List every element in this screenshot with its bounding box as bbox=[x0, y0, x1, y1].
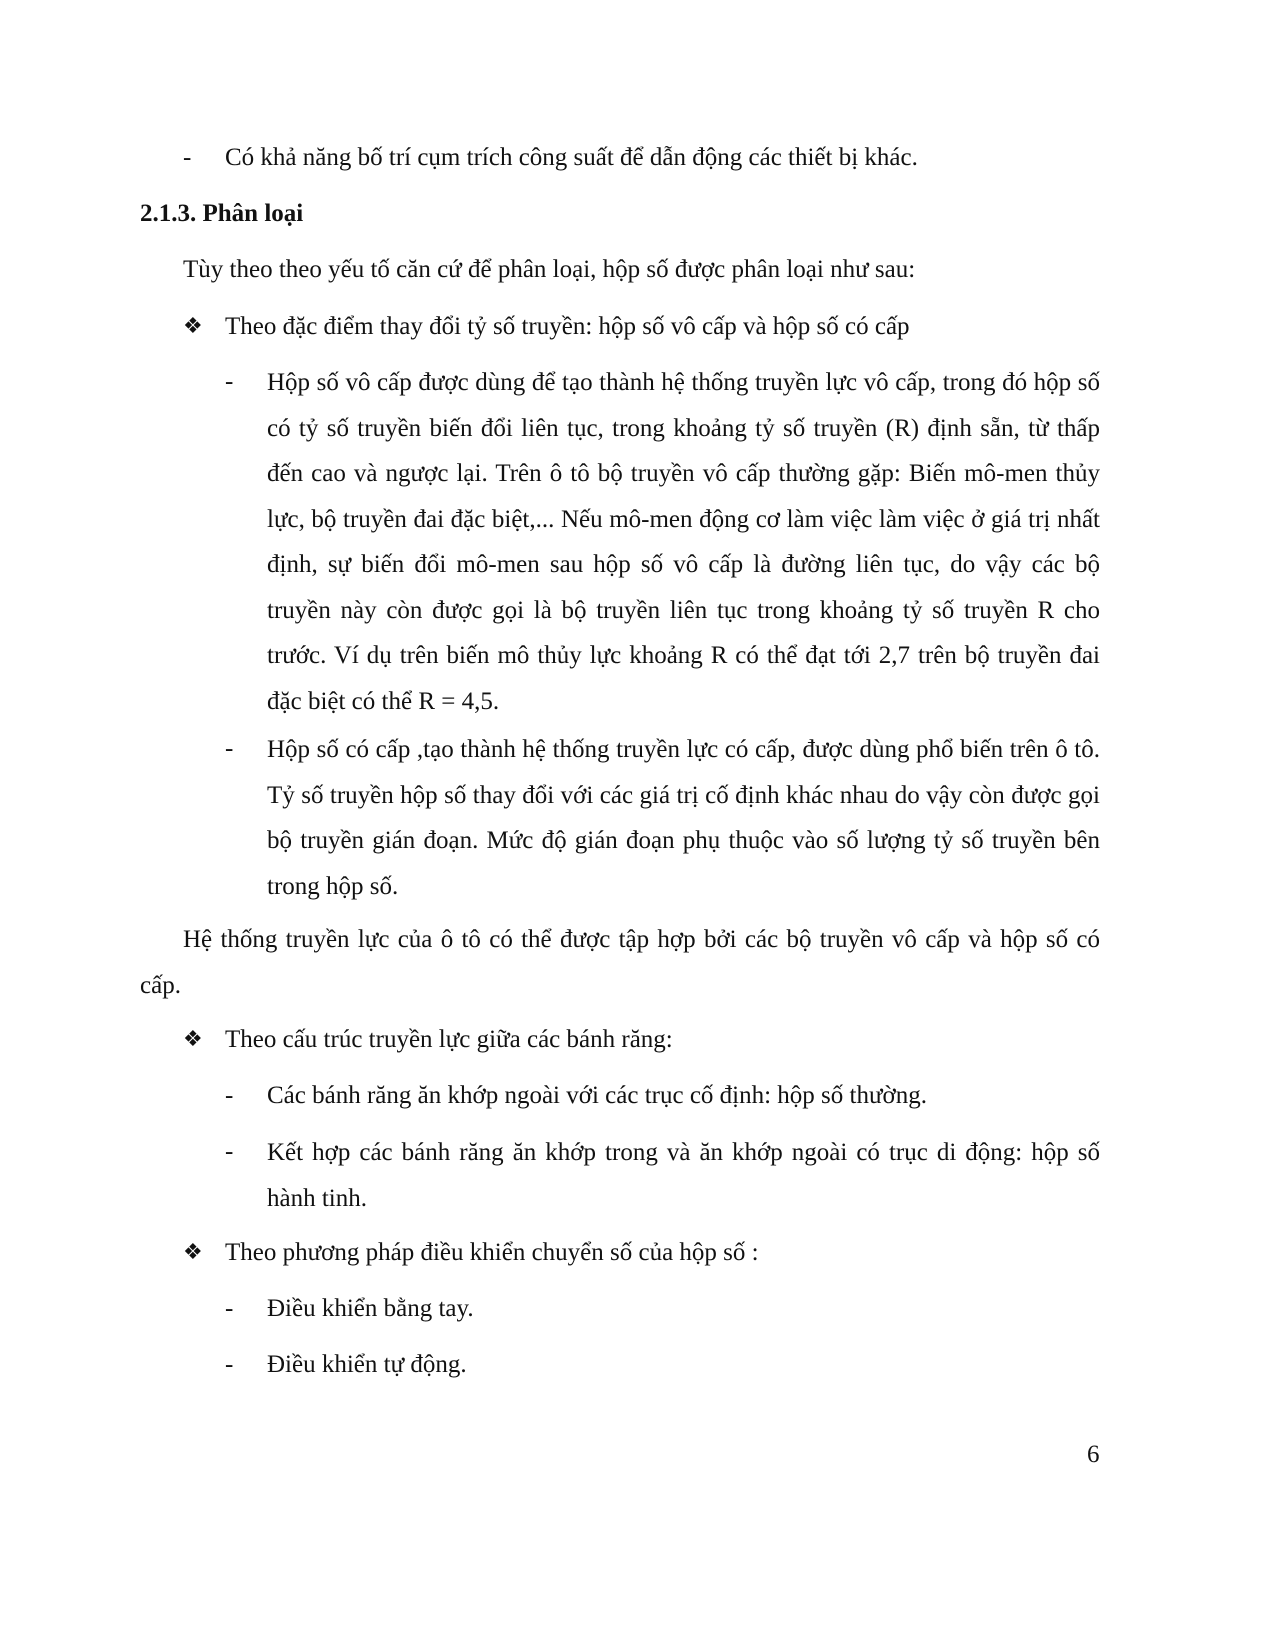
diamond-bullet-icon: ❖ bbox=[183, 314, 203, 339]
dash-marker: - bbox=[225, 1082, 234, 1109]
group3-title: Theo phương pháp điều khiển chuyển số của hộp số : bbox=[225, 1239, 759, 1266]
group3-item2: Điều khiển tự động. bbox=[267, 1351, 467, 1378]
diamond-bullet-icon: ❖ bbox=[183, 1027, 203, 1052]
dash-marker: - bbox=[225, 1138, 234, 1165]
group1-title: Theo đặc điểm thay đổi tỷ số truyền: hộp số vô cấp và hộp số có cấp bbox=[225, 313, 910, 340]
group1-item2: Hộp số có cấp ,tạo thành hệ thống truyền lực có cấp, được dùng phổ biến trên ô tô. Tỷ số truyền hộp số thay đổi với các giá trị cố định khác nhau do vậy còn được gọi bộ truyền gián đoạn. Mức độ gián đoạn phụ thuộc vào số lượng tỷ số truyền bên trong hộp số. bbox=[267, 736, 1100, 900]
group1-item1: Hộp số vô cấp được dùng để tạo thành hệ thống truyền lực vô cấp, trong đó hộp số có tỷ số truyền biến đổi liên tục, trong khoảng tỷ số truyền (R) định sẵn, từ thấp đến cao và ngược lại. Trên ô tô bộ truyền vô cấp thường gặp: Biến mô-men thủy lực, bộ truyền đai đặc biệt,... Nếu mô-men động cơ làm việc làm việc ở giá trị nhất định, sự biến đổi mô-men sau hộp số vô cấp là đường liên tục, do vậy các bộ truyền này còn được gọi là bộ truyền liên tục trong khoảng tỷ số truyền R cho trước. Ví dụ trên biến mô thủy lực khoảng R có thể đạt tới 2,7 trên bộ truyền đai đặc biệt có thể R = 4,5. bbox=[267, 369, 1100, 715]
page-number: 6 bbox=[1087, 1441, 1100, 1468]
dash-marker: - bbox=[225, 1295, 234, 1322]
dash-marker: - bbox=[225, 1351, 234, 1378]
dash-marker: - bbox=[183, 144, 192, 171]
group2-item1: Các bánh răng ăn khớp ngoài với các trục cố định: hộp số thường. bbox=[267, 1082, 927, 1109]
summary-paragraph: Hệ thống truyền lực của ô tô có thể được tập hợp bởi các bộ truyền vô cấp và hộp số có cấp. bbox=[140, 926, 1100, 999]
dash-marker: - bbox=[225, 368, 234, 395]
top-list-item: Có khả năng bố trí cụm trích công suất để dẫn động các thiết bị khác. bbox=[225, 144, 918, 171]
intro-paragraph: Tùy theo theo yếu tố căn cứ để phân loại, hộp số được phân loại như sau: bbox=[183, 256, 916, 283]
group2-item2: Kết hợp các bánh răng ăn khớp trong và ăn khớp ngoài có trục di động: hộp số hành tinh. bbox=[267, 1139, 1100, 1212]
section-heading: 2.1.3. Phân loại bbox=[140, 200, 304, 227]
dash-marker: - bbox=[225, 735, 234, 762]
group2-title: Theo cấu trúc truyền lực giữa các bánh răng: bbox=[225, 1026, 673, 1053]
diamond-bullet-icon: ❖ bbox=[183, 1240, 203, 1265]
group3-item1: Điều khiển bằng tay. bbox=[267, 1295, 474, 1322]
